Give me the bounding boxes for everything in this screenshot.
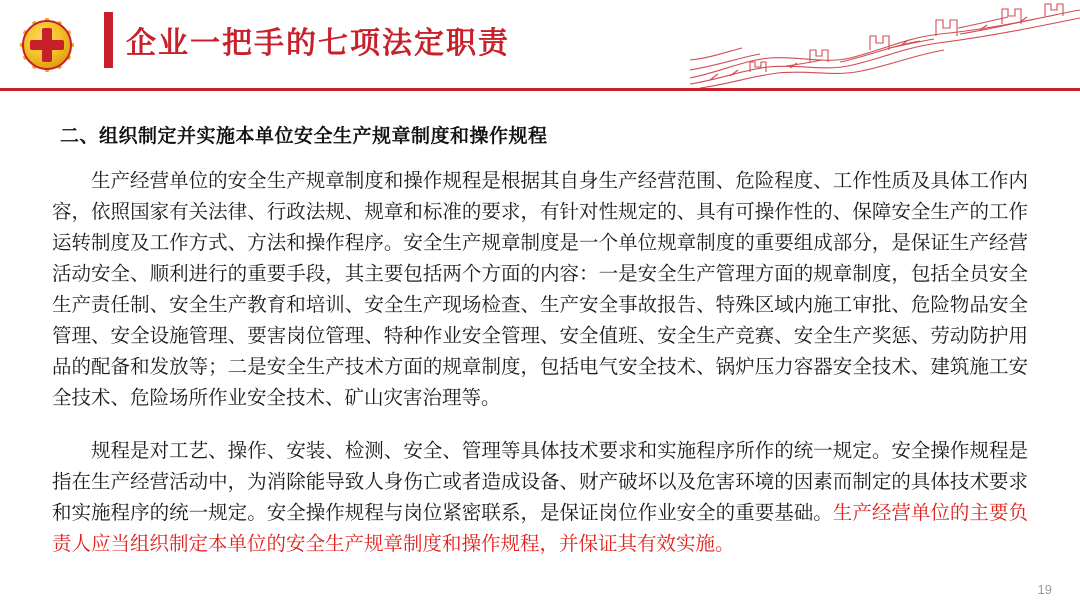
slide-content [0,91,1080,607]
emblem-cross-horizontal [30,40,64,50]
body-paragraph-1: 生产经营单位的安全生产规章制度和操作规程是根据其自身生产经营范围、危险程度、工作性质及具体工作内容，依照国家有关法律、行政法规、规章和标准的要求，有针对性规定的、具有可操作性的、保障安全生产的工作运转制度及工作方式、方法和操作程序。安全生产规章制度是一个单位规章制度的重要组成部分，是保证生产经营活动安全、顺利进行的重要手段，其主要包括两个方面的内容：一是安全生产管理方面的规章制度，包括全员安全生产责任制、安全生产教育和培训、安全生产现场检查、生产安全事故报告、特殊区域内施工审批、危险物品安全管理、安全设施管理、要害岗位管理、特种作业安全管理、安全值班、安全生产竞赛、安全生产奖惩、劳动防护用品的配备和发放等；二是安全生产技术方面的规章制度，包括电气安全技术、锅炉压力容器安全技术、建筑施工安全技术、危险场所作业安全技术、矿山灾害治理等。 [52,170,1028,409]
slide-header [0,0,1080,88]
section-heading: 二、组织制定并实施本单位安全生产规章制度和操作规程 [60,126,548,147]
safety-production-emblem-icon [18,18,80,74]
paragraph-2-normal-text: 规程是对工艺、操作、安装、检测、安全、管理等具体技术要求和实施程序所作的统一规定。安全操作规程是指在生产经营活动中，为消除能导致人身伤亡或者造成设备、财产破坏以及危害环境的因素而制定的具体技术要求和实施程序的统一规定。安全操作规程与岗位紧密联系，是保证岗位作业安全的重要基础。 [52,440,1028,524]
page-number: 19 [1037,582,1052,597]
paragraph-2-highlight-text: 生产经营单位的主要负责人应当组织制定本单位的安全生产规章制度和操作规程，并保证其有效实施。 [52,502,1028,555]
body-paragraph-2 [52,436,1028,560]
great-wall-illustration [690,0,1080,90]
title-block [104,12,510,68]
page-title: 企业一把手的七项法定职责 [126,27,510,60]
